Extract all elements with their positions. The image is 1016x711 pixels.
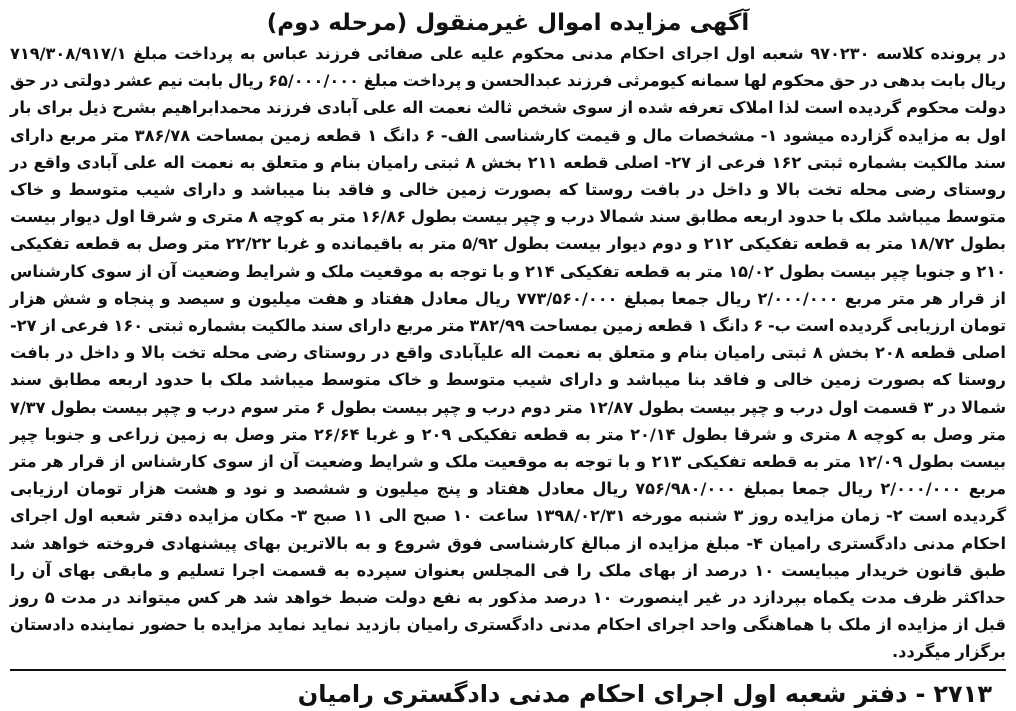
notice-body: در پرونده کلاسه ۹۷۰۲۳۰ شعبه اول اجرای احکام مدنی محکوم علیه علی صفائی فرزند عباس به پرداخت مبلغ ۷۱۹/۳۰۸/۹۱۷/۱ ریال بابت بدهی در حق محکوم لها سمانه کیومرثی فرزند عبدالحسن و پرداخت مبلغ ۶۵/۰۰۰/۰۰۰ ریال بابت نیم عشر دولتی در حق دولت محکوم گردیده است لذا املاک تعرفه شده از سوی شخص ثالث نعمت اله علی آبادی فرزند محمدابراهیم بشرح ذیل برای بار اول به مزایده گزارده میشود ۱- مشخصات مال و قیمت کارشناسی الف- ۶ دانگ ۱ قطعه زمین بمساحت ۳۸۶/۷۸ متر مربع دارای سند مالکیت بشماره ثبتی ۱۶۲ فرعی از ۲۷- اصلی قطعه ۲۱۱ بخش ۸ ثبتی رامیان بنام و متعلق به نعمت اله علی آبادی واقع در روستای رضی محله تخت بالا و داخل در بافت روستا که بصورت زمین خالی و فاقد بنا میباشد و دارای شیب متوسط و خاک متوسط میباشد ملک با حدود اربعه مطابق سند شمالا درب و چپر بیست بطول ۱۶/۸۶ متر به کوچه ۸ متری و شرقا اول دیوار بیست بطول ۱۸/۷۲ متر به قطعه تفکیکی ۲۱۲ و دوم دیوار بیست بطول ۵/۹۲ متر به باقیمانده و غربا ۲۲/۲۲ متر وصل به قطعه تفکیکی ۲۱۰ و جنوبا چپر بیست بطول ۱۵/۰۲ متر به قطعه تفکیکی ۲۱۴ و با توجه به موقعیت ملک و شرایط وضعیت آن از سوی کارشناس از قرار هر متر مربع ۲/۰۰۰/۰۰۰ ریال جمعا بمبلغ ۷۷۳/۵۶۰/۰۰۰ ریال معادل هفتاد و هفت میلیون و سیصد و پنجاه و شش هزار تومان ارزیابی گردیده است ب- ۶ دانگ ۱ قطعه زمین بمساحت ۳۸۲/۹۹ متر مربع دارای سند مالکیت بشماره ثبتی ۱۶۰ فرعی از ۲۷- اصلی قطعه ۲۰۸ بخش ۸ ثبتی رامیان بنام و متعلق به نعمت اله علیآبادی واقع در روستای رضی محله تخت بالا و داخل در بافت روستا که بصورت زمین خالی و فاقد بنا میباشد و دارای شیب متوسط و خاک متوسط میباشد ملک با حدود اربعه مطابق سند شمالا در ۳ قسمت اول درب و چپر بیست بطول ۱۲/۸۷ متر دوم درب و چپر بیست بطول ۶ متر سوم درب و چپر بیست بطول ۷/۳۷ متر وصل به کوچه ۸ متری و شرقا بطول ۲۰/۱۴ متر به قطعه تفکیکی ۲۰۹ و غربا ۲۶/۶۴ متر وصل به زمین زراعی و جنوبا چپر بیست بطول ۱۲/۰۹ متر به قطعه تفکیکی ۲۱۳ و با توجه به موقعیت ملک و شرایط وضعیت آن از سوی کارشناس از قرار هر متر مربع ۲/۰۰۰/۰۰۰ ریال جمعا بمبلغ ۷۵۶/۹۸۰/۰۰۰ ریال معادل هفتاد و پنج میلیون و ششصد و نود و هشت هزار تومان ارزیابی گردیده است ۲- زمان مزایده روز ۳ شنبه مورخه ۱۳۹۸/۰۲/۳۱ ساعت ۱۰ صبح الی ۱۱ صبح ۳- مکان مزایده دفتر شعبه اول اجرای احکام مدنی دادگستری رامیان ۴- مبلغ مزایده از مبالغ کارشناسی فوق شروع و به بالاترین بهای پیشنهادی فروخته خواهد شد طبق قانون خریدار میبایست ۱۰ درصد از بهای ملک را فی المجلس بعنوان سپرده به قسمت اجرا تسلیم و مابقی بهای آن را حداکثر ظرف مدت یکماه بپردازد در غیر اینصورت ۱۰ درصد مذکور به نفع دولت ضبط خواهد شد هر کس میتواند در مدت ۵ روز قبل از مزایده از ملک با هماهنگی واحد اجرای احکام مدنی دادگستری رامیان بازدید نماید نماید مزایده با حضور نماینده دادستان برگزار میگردد. <box>10 44 1007 662</box>
notice-title: آگهی مزایده اموال غیرمنقول (مرحله دوم) <box>266 10 750 36</box>
footer-number: ۲۷۱۳ <box>933 679 992 708</box>
notice-footer <box>10 677 1006 711</box>
footer-separator: - <box>915 679 926 708</box>
footer-office: دفتر شعبه اول اجرای احکام مدنی دادگستری رامیان <box>297 679 908 708</box>
footer-divider <box>10 669 1006 671</box>
